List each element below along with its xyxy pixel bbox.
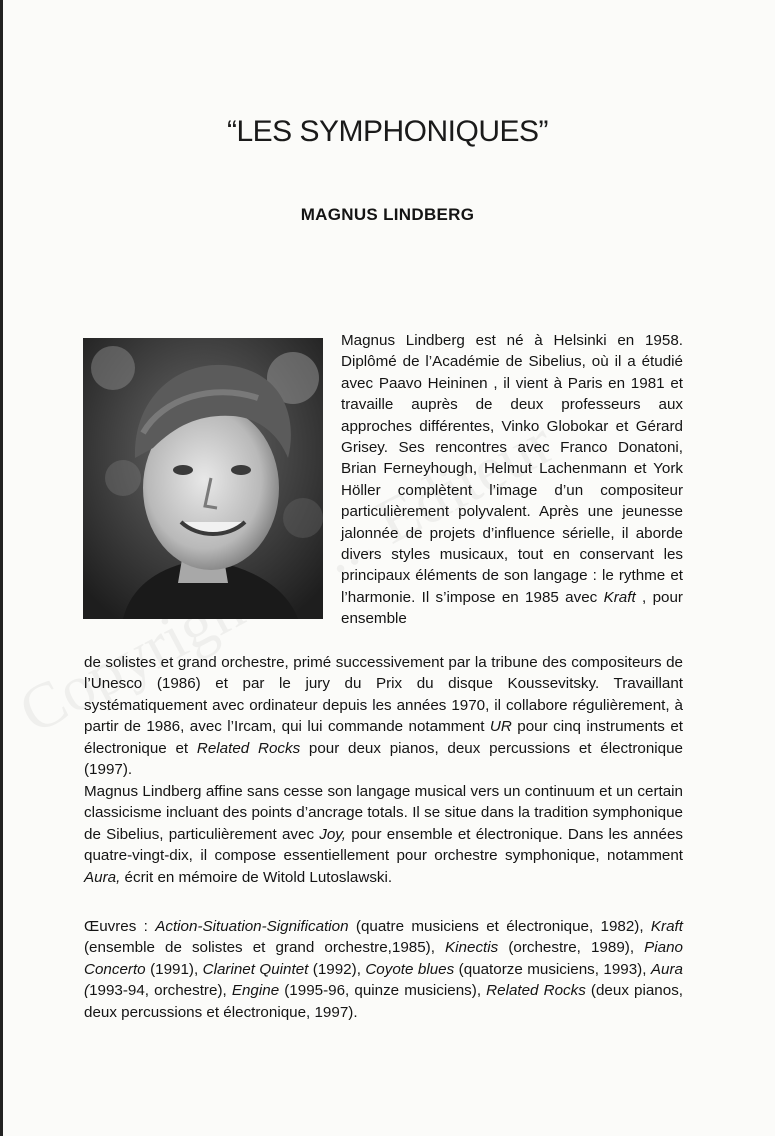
biography-continued <box>84 652 683 780</box>
work-title-ur: UR <box>489 718 512 736</box>
work-5: Clarinet Quintet <box>202 960 309 978</box>
para2-text-3: écrit en mémoire de Witold Lutoslawski. <box>120 868 393 886</box>
page-title: “LES SYMPHONIQUES” <box>226 115 549 148</box>
work-9: Related Rocks <box>486 982 586 1000</box>
work-5-details: (1992), <box>308 960 366 978</box>
bio-full-3: pour deux pianos, deux percussions et électronique (1997). <box>84 739 683 779</box>
work-6-details: (quatorze musiciens, 1993), <box>454 960 651 978</box>
work-8-details: (1995-96, quinze musiciens), <box>279 982 487 1000</box>
work-1: Action-Situation-Signification <box>155 918 349 935</box>
work-7: Aura ( <box>84 960 683 1000</box>
work-title-related-rocks: Related Rocks <box>196 739 301 757</box>
work-title-aura: Aura, <box>84 868 121 886</box>
work-title-kraft: Kraft <box>603 588 636 606</box>
work-3-details: (orchestre, 1989), <box>498 939 645 957</box>
biography-intro <box>341 330 683 630</box>
work-7-details: 1993-94, orchestre), <box>89 982 232 1000</box>
bio-side-text: Magnus Lindberg est né à Helsinki en 1958. Diplômé de l’Académie de Sibelius, où il a étudié avec Paavo Heininen , il vient à Paris en 1981 et travaille auprès de deux professeurs aux approches différentes, Vinko Globokar et Gérard Grisey. Ses rencontres avec Franco Donatoni, Brian Ferneyhough, Helmut Lachenmann et York Höller complètent l’image d’un compositeur particulièrement polyvalent. Après une jeunesse jalonnée de projets d’influence sérielle, il aborde divers styles musicaux, tout en conservant les principaux éléments de son langage : le rythme et l’harmonie. Il s’impose en 1985 avec <box>341 332 683 606</box>
composer-name: MAGNUS LINDBERG <box>300 205 475 224</box>
work-2: Kraft <box>650 918 683 935</box>
work-4-details: (1991), <box>145 960 203 978</box>
work-9-details: (deux pianos, deux percussions et électronique, 1997). <box>84 982 684 1021</box>
para2-text-1: Magnus Lindberg affine sans cesse son langage musical vers un continuum et un certain classicisme incluant des points d’ancrage totals. Il se situe dans la tradition symphonique de Sibelius, particulièrement avec <box>84 783 683 843</box>
style-paragraph <box>84 781 683 888</box>
works-label: Œuvres : <box>84 918 156 935</box>
composer-portrait <box>83 338 323 619</box>
portrait-image <box>83 338 323 619</box>
work-title-joy: Joy, <box>319 825 346 843</box>
scan-edge <box>0 0 10 1136</box>
work-2-details: (ensemble de solistes et grand orchestre,1985), <box>84 939 446 957</box>
work-4: Piano Concerto <box>84 939 683 978</box>
work-8: Engine <box>231 982 280 1000</box>
work-3: Kinectis <box>445 939 499 957</box>
work-6: Coyote blues <box>365 960 455 978</box>
works-list <box>84 916 683 1023</box>
work-1-details: (quatre musiciens et électronique, 1982), <box>348 918 651 935</box>
para2-text-2: pour ensemble et électronique. Dans les années quatre-vingt-dix, il compose essentiellement pour orchestre symphonique, notamment <box>84 825 683 865</box>
bio-after-kraft: , pour ensemble <box>341 588 683 628</box>
bio-full-2: pour cinq instruments et électronique et <box>84 718 683 757</box>
bio-full-1: de solistes et grand orchestre, primé successivement par la tribune des compositeurs de l’Unesco (1986) et par le jury du Prix du disque Koussevitsky. Travaillant systématiquement avec ordinateur depuis les années 1970, il collabore régulièrement, à partir de 1986, avec l’Ircam, qui lui commande notamment <box>84 654 683 736</box>
